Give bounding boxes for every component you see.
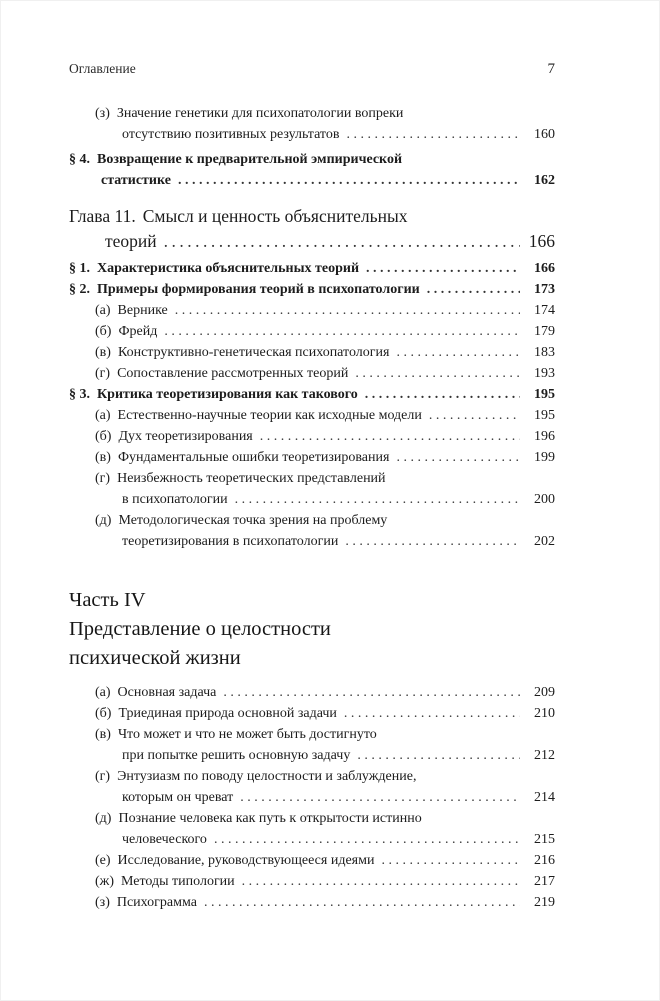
toc-entry-line [69, 745, 555, 766]
entry-title: Методы типологии [121, 874, 235, 889]
entry-label: § 3. [69, 387, 90, 402]
dot-leader [204, 892, 520, 913]
dot-leader [357, 745, 520, 766]
toc-entry-line [69, 124, 555, 145]
entry-title: Конструктивно-генетическая психопатология [117, 345, 390, 360]
toc-entry-line [69, 363, 555, 384]
entry-page-number: 195 [534, 408, 555, 423]
entry-page-number: 196 [534, 429, 555, 444]
toc-entry-line [69, 703, 555, 724]
entry-page-number: 199 [534, 450, 555, 465]
entry-label: (в) [95, 345, 111, 360]
dot-leader [346, 124, 520, 145]
dot-leader [235, 489, 520, 510]
toc-entry-line [69, 300, 555, 321]
dot-leader [242, 871, 520, 892]
entry-page-number: 215 [534, 832, 555, 847]
dot-leader [223, 682, 520, 703]
entry-label: § 1. [69, 261, 90, 276]
entry-title: в психопатологии [122, 492, 228, 507]
toc-entry-line [69, 871, 555, 892]
toc-entry-line [69, 229, 555, 254]
entry-label: (а) [95, 408, 111, 423]
toc-entry [69, 426, 555, 447]
entry-page-number: 179 [534, 324, 555, 339]
toc-entry-line [69, 279, 555, 300]
entry-title: психической жизни [69, 647, 241, 669]
entry-page-number: 216 [534, 853, 555, 868]
dot-leader [427, 279, 520, 300]
entry-label: (з) [95, 895, 110, 910]
entry-page-number: 214 [534, 790, 555, 805]
toc-entry [69, 321, 555, 342]
toc-entry [69, 258, 555, 279]
toc-entry-line [69, 531, 555, 552]
entry-title: Исследование, руководствующееся идеями [117, 853, 375, 868]
entry-label: (а) [95, 303, 111, 318]
entry-page-number: 162 [534, 173, 555, 188]
toc-entry [69, 300, 555, 321]
toc-entry-line [69, 258, 555, 279]
toc-entry-line [69, 615, 555, 644]
dot-leader [396, 447, 520, 468]
entry-page-number: 219 [534, 895, 555, 910]
entry-label: (б) [95, 324, 112, 339]
toc-entry-line [69, 103, 555, 124]
entry-label: (а) [95, 685, 111, 700]
entry-title: которым он чреват [122, 790, 234, 805]
toc-entry-line [69, 426, 555, 447]
toc-entry [69, 103, 555, 145]
entry-title: Неизбежность теоретических представлений [117, 471, 386, 486]
toc-entry-line [69, 850, 555, 871]
entry-title: Примеры формирования теорий в психопатологии [97, 282, 420, 297]
entry-label: § 4. [69, 152, 90, 167]
entry-title: Фрейд [118, 324, 158, 339]
entry-page-number: 160 [534, 127, 555, 142]
folio-page-number: 7 [547, 61, 555, 77]
dot-leader [355, 363, 520, 384]
entry-title: Характеристика объяснительных теорий [97, 261, 360, 276]
dot-leader [344, 703, 520, 724]
toc-entry-line [69, 644, 555, 673]
entry-label: (г) [95, 769, 111, 784]
entry-page-number: 209 [534, 685, 555, 700]
entry-title: Представление о целостности [69, 618, 331, 640]
toc-entry [69, 363, 555, 384]
toc-entry-line [69, 586, 555, 615]
entry-label: (б) [95, 706, 112, 721]
toc-entry [69, 447, 555, 468]
toc-entry-line [69, 204, 555, 229]
toc-entry [69, 808, 555, 850]
toc-entry [69, 871, 555, 892]
entry-label: (г) [95, 471, 111, 486]
entry-page-number: 210 [534, 706, 555, 721]
entry-title: статистике [101, 173, 171, 188]
dot-leader [240, 787, 520, 808]
toc-entry [69, 682, 555, 703]
entry-title: Фундаментальные ошибки теоретизирования [117, 450, 390, 465]
dot-leader [365, 384, 520, 405]
entry-title: отсутствию позитивных результатов [122, 127, 340, 142]
entry-title: Дух теоретизирования [118, 429, 253, 444]
entry-label: § 2. [69, 282, 90, 297]
entry-title: Возвращение к предварительной эмпирической [97, 152, 403, 167]
part-heading [69, 586, 555, 673]
toc-entry-line [69, 724, 555, 745]
toc-entry-line [69, 342, 555, 363]
dot-leader [175, 300, 520, 321]
toc-entry-line [69, 321, 555, 342]
page-header [69, 61, 555, 78]
dot-leader [366, 258, 520, 279]
entry-title: Значение генетики для психопатологии вопреки [116, 106, 404, 121]
entry-title: Вернике [117, 303, 168, 318]
toc-entry [69, 468, 555, 510]
entry-page-number: 195 [534, 387, 555, 402]
toc-entry-line [69, 405, 555, 426]
toc-entry-line [69, 766, 555, 787]
dot-leader [164, 229, 520, 254]
dot-leader [178, 170, 520, 191]
entry-title: Сопоставление рассмотренных теорий [117, 366, 349, 381]
entry-label: (г) [95, 366, 111, 381]
toc-entry [69, 204, 555, 254]
entry-page-number: 212 [534, 748, 555, 763]
toc-entry-line [69, 510, 555, 531]
entry-label: (в) [95, 727, 111, 742]
entry-label: (д) [95, 513, 112, 528]
entry-title: Смысл и ценность объяснительных [142, 206, 408, 226]
dot-leader [396, 342, 520, 363]
toc-entry-line [69, 682, 555, 703]
entry-title: Триединая природа основной задачи [118, 706, 337, 721]
entry-title: теорий [105, 231, 157, 251]
entry-page-number: 174 [534, 303, 555, 318]
toc-entry [69, 342, 555, 363]
entry-label: (ж) [95, 874, 114, 889]
entry-title: Естественно-научные теории как исходные модели [117, 408, 422, 423]
dot-leader [345, 531, 520, 552]
entry-page-number: 202 [534, 534, 555, 549]
entry-page-number: 166 [534, 261, 555, 276]
dot-leader [214, 829, 520, 850]
toc-entry [69, 850, 555, 871]
dot-leader [164, 321, 520, 342]
entry-label: (б) [95, 429, 112, 444]
toc-entry-line [69, 384, 555, 405]
entry-title: человеческого [122, 832, 207, 847]
entry-page-number: 217 [534, 874, 555, 889]
dot-leader [429, 405, 520, 426]
toc-entry-line [69, 787, 555, 808]
toc-entry [69, 405, 555, 426]
toc-entry [69, 149, 555, 191]
entry-label: Глава 11. [69, 206, 136, 226]
entry-title: Критика теоретизирования как такового [97, 387, 358, 402]
toc-entry [69, 279, 555, 300]
toc-entry [69, 724, 555, 766]
toc-entry-line [69, 149, 555, 170]
entry-title: Психограмма [116, 895, 197, 910]
toc-entry [69, 510, 555, 552]
dot-leader [381, 850, 520, 871]
toc-entry [69, 384, 555, 405]
toc-entry-line [69, 447, 555, 468]
entry-title: Основная задача [117, 685, 217, 700]
entry-page-number: 200 [534, 492, 555, 507]
entry-title: Часть IV [69, 589, 146, 611]
toc-entries [69, 103, 555, 913]
entry-label: (з) [95, 106, 110, 121]
dot-leader [260, 426, 520, 447]
toc-entry-line [69, 468, 555, 489]
entry-title: Познание человека как путь к открытости истинно [118, 811, 422, 826]
toc-entry-line [69, 489, 555, 510]
entry-title: Что может и что не может быть достигнуто [117, 727, 377, 742]
entry-title: теоретизирования в психопатологии [122, 534, 339, 549]
toc-entry-line [69, 829, 555, 850]
entry-page-number: 193 [534, 366, 555, 381]
running-title: Оглавление [69, 61, 136, 76]
entry-page-number: 183 [534, 345, 555, 360]
toc-entry [69, 703, 555, 724]
entry-page-number: 166 [528, 231, 555, 251]
toc-entry-line [69, 808, 555, 829]
entry-label: (в) [95, 450, 111, 465]
toc-entry-line [69, 892, 555, 913]
entry-title: при попытке решить основную задачу [122, 748, 351, 763]
toc-entry [69, 892, 555, 913]
entry-title: Энтузиазм по поводу целостности и заблуждение, [117, 769, 417, 784]
toc-entry-line [69, 170, 555, 191]
entry-title: Методологическая точка зрения на проблему [118, 513, 388, 528]
entry-label: (е) [95, 853, 111, 868]
toc-entry [69, 766, 555, 808]
entry-label: (д) [95, 811, 112, 826]
entry-page-number: 173 [534, 282, 555, 297]
